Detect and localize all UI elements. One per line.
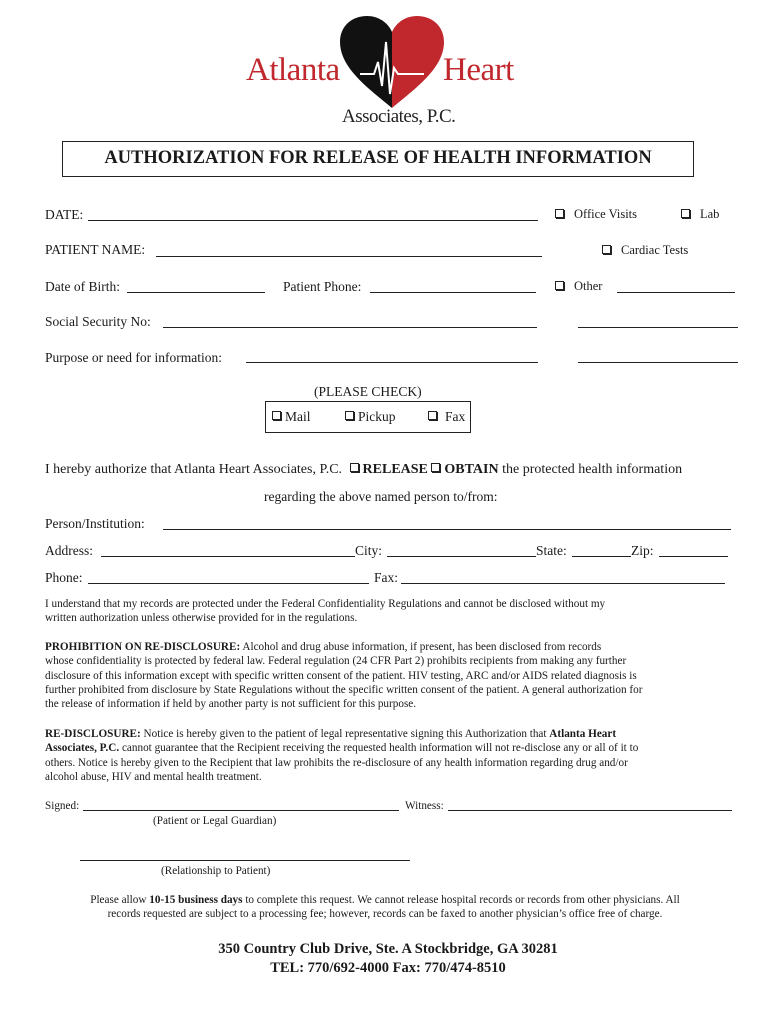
purpose-label: Purpose or need for information: <box>45 350 222 365</box>
authorize-suffix: the protected health information <box>502 462 683 477</box>
patient-name-field[interactable] <box>156 256 542 257</box>
prohibition-line-2: whose confidentiality is protected by federal law. Federal regulation (24 CFR Part 2) prohibits recipients from making any further <box>45 655 627 668</box>
prohibition-line-4: further prohibited from disclosure by State Regulations without the specific written consent of the patient. A general authorization for <box>45 683 643 696</box>
checkbox-icon[interactable] <box>555 209 564 218</box>
state-field[interactable] <box>572 556 631 557</box>
authorize-sentence <box>45 462 682 478</box>
signed-label: Signed: <box>45 800 80 812</box>
understand-paragraph <box>45 597 735 626</box>
release-checkbox-icon[interactable] <box>350 463 359 472</box>
person-field[interactable] <box>163 529 731 530</box>
please-check-heading: (PLEASE CHECK) <box>314 384 422 399</box>
logo-text-heart: Heart <box>443 52 514 88</box>
processing-notice <box>30 893 740 922</box>
signed-field[interactable] <box>83 810 399 811</box>
prohibition-line-3: disclosure of this information except with specific written consent of the patient. HIV testing, ARC and/or AIDS related diagnosis is <box>45 669 637 682</box>
authorize-prefix: I hereby authorize that Atlanta Heart Associates, P.C. <box>45 462 343 477</box>
phone-field[interactable] <box>88 583 369 584</box>
understand-line-2: written authorization unless otherwise provided for in the regulations. <box>45 612 358 625</box>
prohibition-heading: PROHIBITION ON RE-DISCLOSURE: <box>45 641 241 653</box>
lab-option[interactable] <box>681 207 719 222</box>
checkbox-icon[interactable] <box>681 209 690 218</box>
witness-label: Witness: <box>405 800 444 812</box>
logo-text-atlanta: Atlanta <box>246 52 340 88</box>
patient-phone-field[interactable] <box>370 292 536 293</box>
patient-name-label: PATIENT NAME: <box>45 242 146 257</box>
patient-phone-label: Patient Phone: <box>283 279 362 294</box>
fax-number-field[interactable] <box>401 583 725 584</box>
fax-option[interactable] <box>428 409 465 425</box>
mail-option[interactable] <box>272 409 311 425</box>
zip-field[interactable] <box>659 556 728 557</box>
office-visits-option[interactable] <box>555 207 637 222</box>
dob-label: Date of Birth: <box>45 279 120 294</box>
obtain-label: OBTAIN <box>444 462 499 477</box>
city-label: City: <box>355 543 383 558</box>
other-option[interactable] <box>555 279 602 294</box>
ssn-field[interactable] <box>163 327 537 328</box>
redisclosure-line-1: Notice is hereby given to the patient of legal representative signing this Authorization that <box>140 728 550 740</box>
lab-label: Lab <box>700 207 720 221</box>
witness-field[interactable] <box>448 810 732 811</box>
checkbox-icon[interactable] <box>602 245 611 254</box>
pickup-label: Pickup <box>358 409 396 424</box>
footer-address: 350 Country Club Drive, Ste. A Stockbridge, GA 30281 <box>218 941 558 957</box>
relationship-caption: (Relationship to Patient) <box>161 865 271 877</box>
logo-subtitle: Associates, P.C. <box>342 106 456 127</box>
notice-pre: Please allow <box>90 894 150 906</box>
notice-line-2: records requested are subject to a processing fee; however, records can be faxed to another physician’s office free of charge. <box>107 908 663 921</box>
dob-field[interactable] <box>127 292 265 293</box>
notice-post: to complete this request. We cannot release hospital records or records from other physicians. All <box>242 894 680 906</box>
redisclosure-line-4: alcohol abuse, HIV and mental health treatment. <box>45 770 262 783</box>
obtain-checkbox-icon[interactable] <box>431 463 440 472</box>
cardiac-tests-label: Cardiac Tests <box>621 243 689 257</box>
checkbox-icon[interactable] <box>428 411 437 420</box>
checkbox-icon[interactable] <box>272 411 281 420</box>
pickup-option[interactable] <box>345 409 396 425</box>
fax-label: Fax <box>445 409 466 424</box>
other-extra-field-2[interactable] <box>578 362 738 363</box>
address-label: Address: <box>45 543 93 558</box>
prohibition-paragraph <box>45 640 745 711</box>
redisclosure-line-3: others. Notice is hereby given to the Recipient that law prohibits the re-disclosure of any health information regarding drug and/or <box>45 756 628 769</box>
redisclosure-heading: RE-DISCLOSURE: <box>45 728 141 740</box>
other-field[interactable] <box>617 292 735 293</box>
fax-number-label: Fax: <box>374 570 399 585</box>
heart-logo-icon <box>338 14 446 109</box>
redisclosure-bold-2: Associates, P.C. <box>45 742 120 755</box>
relationship-field[interactable] <box>80 860 410 861</box>
notice-bold: 10-15 business days <box>149 894 243 906</box>
footer-phones: TEL: 770/692-4000 Fax: 770/474-8510 <box>270 960 506 976</box>
date-label: DATE: <box>45 207 84 222</box>
city-field[interactable] <box>387 556 536 557</box>
zip-label: Zip: <box>631 543 654 558</box>
other-extra-field-1[interactable] <box>578 327 738 328</box>
checkbox-icon[interactable] <box>345 411 354 420</box>
address-field[interactable] <box>101 556 355 557</box>
redisclosure-paragraph <box>45 727 745 784</box>
other-label: Other <box>574 279 603 293</box>
redisclosure-line-2: cannot guarantee that the Recipient receiving the requested health information will not re-disclose any or all of it to <box>119 742 639 755</box>
phone-label: Phone: <box>45 570 83 585</box>
release-label: RELEASE <box>362 462 428 477</box>
guardian-caption: (Patient or Legal Guardian) <box>153 815 277 827</box>
page-title: AUTHORIZATION FOR RELEASE OF HEALTH INFORMATION <box>104 148 652 168</box>
understand-line-1: I understand that my records are protected under the Federal Confidentiality Regulations and cannot be disclosed without my <box>45 598 606 610</box>
checkbox-icon[interactable] <box>555 281 564 290</box>
prohibition-line-1: Alcohol and drug abuse information, if present, has been disclosed from records <box>240 641 602 653</box>
ssn-label: Social Security No: <box>45 314 151 329</box>
mail-label: Mail <box>285 409 311 424</box>
office-visits-label: Office Visits <box>574 207 638 221</box>
state-label: State: <box>536 543 567 558</box>
cardiac-tests-option[interactable] <box>602 243 688 258</box>
date-field[interactable] <box>88 220 538 221</box>
person-label: Person/Institution: <box>45 516 145 531</box>
redisclosure-bold-1: Atlanta Heart <box>549 728 617 740</box>
authorize-line-2: regarding the above named person to/from: <box>264 489 498 504</box>
prohibition-line-5: the release of information if held by another party is not sufficient for this purpose. <box>45 698 417 711</box>
purpose-field[interactable] <box>246 362 538 363</box>
